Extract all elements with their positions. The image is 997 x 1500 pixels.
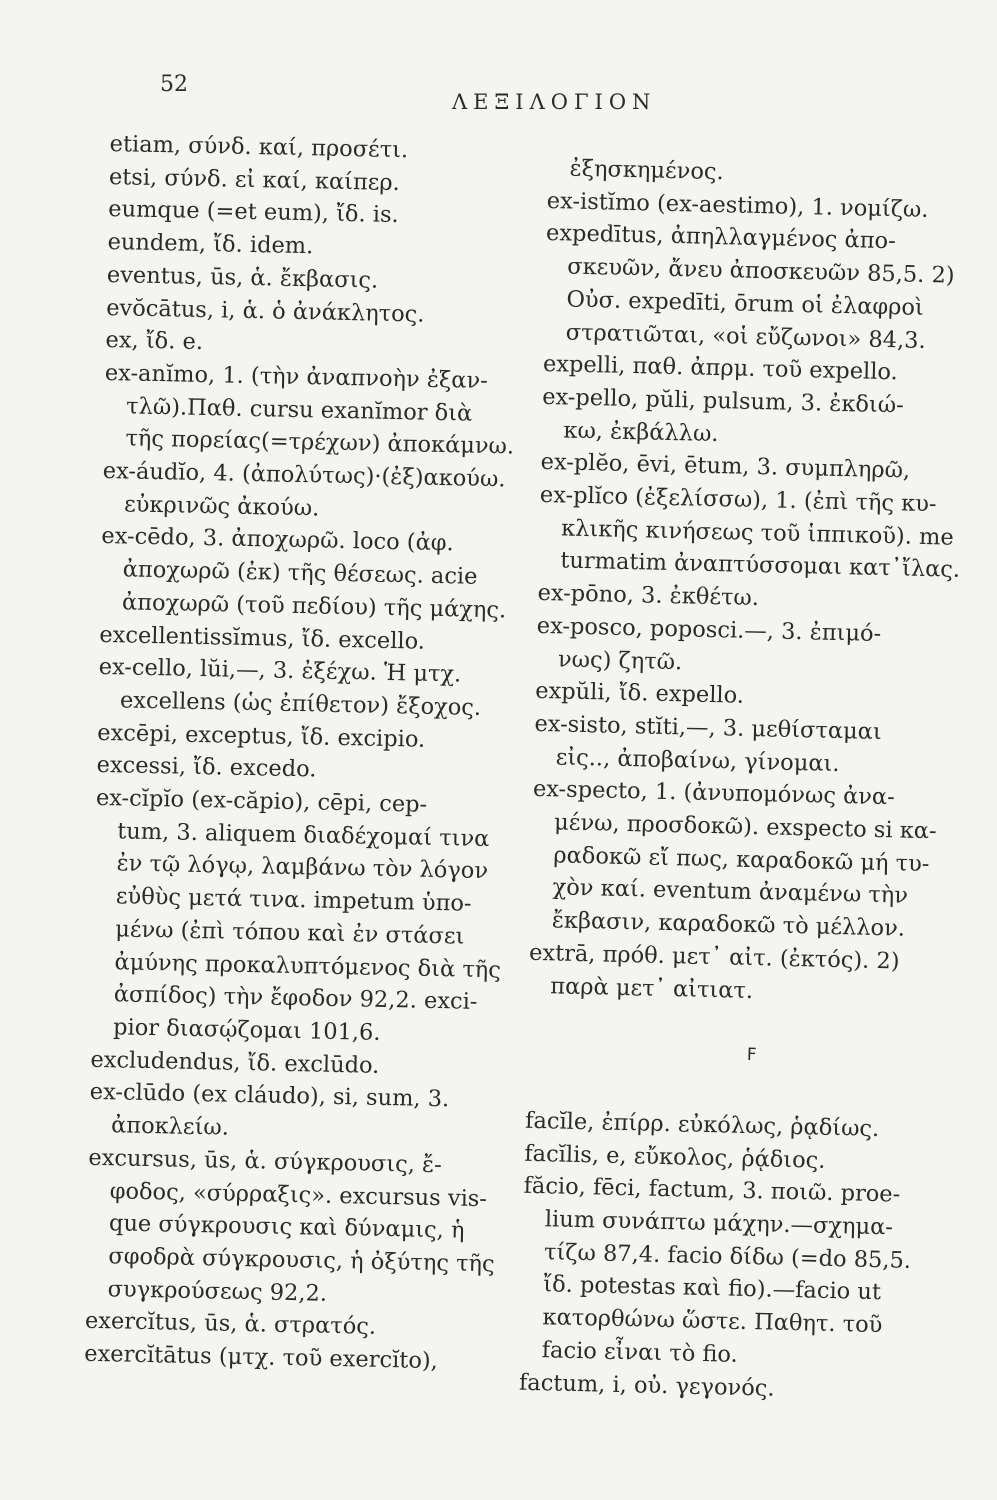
entry-line: etiam, σύνδ. καί, προσέτι. (109, 130, 409, 164)
entry-continuation-line: excellens (ὡς ἐπίθετον) ἔξοχος. (119, 687, 482, 721)
entry-line: evŏcātus, i, ἁ. ὁ ἀνάκλητος. (105, 294, 425, 328)
page-number: 52 (160, 72, 188, 97)
entry-line: eventus, ūs, ἁ. ἔκβασις. (106, 261, 379, 294)
entry-line: expedītus, ἀπηλλαγμένος ἀπο- (545, 220, 897, 255)
entry-line: facĭle, ἐπίρρ. εὐκόλως, ῥᾳδίως. (524, 1107, 880, 1143)
entry-continuation-line: σκευῶν, ἄνευ ἀποσκευῶν 85,5. 2) (566, 253, 955, 289)
entry-continuation-line: tum, 3. aliquem διαδέχομαί τινα (117, 818, 490, 852)
entry-line: exercĭtus, ūs, ἁ. στρατός. (84, 1308, 377, 1341)
entry-line: ex-cēdo, 3. ἀποχωρῶ. loco (ἀφ. (101, 523, 454, 557)
entry-continuation-line: ραδοκῶ εἴ πως, καραδοκῶ μή τυ- (553, 842, 930, 877)
entry-line: eundem, ἴδ. idem. (107, 229, 314, 260)
entry-line: ex-clūdo (ex cláudo), si, sum, 3. (89, 1079, 450, 1113)
entry-line: factum, i, οὐ. γεγονός. (518, 1369, 775, 1402)
entry-continuation-line: ἀποχωρῶ (ἐκ) τῆς θέσεως. acie (122, 556, 478, 590)
left-column (84, 128, 530, 1379)
entry-line: facĭlis, e, εὔκολος, ῥᾴδιος. (524, 1140, 826, 1174)
entry-continuation-line: χὸν καί. eventum ἀναμένω τὴν (552, 874, 909, 910)
entry-continuation-line: στρατιῶται, «οἱ εὔζωνοι» 84,3. (565, 318, 926, 354)
entry-line: ex-specto, 1. (ἀνυπομόνως ἀνα- (532, 776, 896, 811)
entry-line: expelli, παθ. ἀπρμ. τοῦ expello. (542, 351, 899, 386)
entry-line: ex-plĭco (ἐξελίσσω), 1. (ἐπὶ τῆς κυ- (539, 481, 937, 518)
entry-continuation-line: τῆς πορείας(=τρέχων) ἀποκάμνω. (125, 425, 515, 460)
entry-continuation-line: Οὐσ. expedīti, ōrum οἱ ἐλαφροὶ (566, 286, 925, 321)
entry-continuation-line: εὐθὺς μετά τινα. impetum ὑπο- (115, 883, 472, 917)
running-title: ΛΕΞΙΛΟΓΙΟΝ (452, 90, 657, 114)
entry-continuation-line: εἰς.., ἀποβαίνω, γίνομαι. (555, 744, 840, 777)
entry-continuation-line: ἀμύνης προκαλυπτόμενος διὰ τῆς (114, 948, 502, 983)
entry-continuation-line: turmatim ἀναπτύσσομαι κατ᾽ἴλας. (560, 547, 961, 584)
entry-continuation-line: facio εἶναι τὸ fio. (541, 1337, 739, 1368)
entry-line: ex-pello, pŭli, pulsum, 3. ἐκδιώ- (541, 383, 905, 419)
entry-continuation-line: σφοδρὰ σύγκρουσις, ἡ ὀξύτης τῆς (108, 1243, 495, 1278)
entry-line: ex, ἴδ. e. (105, 327, 204, 356)
entry-line: ex-istĭmo (ex-aestimo), 1. νομίζω. (546, 187, 929, 223)
entry-line: excellentissĭmus, ἴδ. excello. (99, 621, 426, 655)
entry-continuation-line: φοδος, «σύρραξις». excursus vis- (109, 1177, 488, 1212)
entry-continuation-line: μένω (ἐπὶ τόπου καὶ ἐν στάσει (114, 916, 465, 950)
entry-continuation-line: ἀποχωρῶ (τοῦ πεδίου) τῆς μάχης. (121, 589, 507, 624)
entry-continuation-line: τλῶ).Παθ. cursu exanĭmor διὰ (125, 393, 473, 427)
entry-continuation-line: ἴδ. potestas καὶ fio).—facio ut (543, 1271, 882, 1306)
entry-continuation-line: παρὰ μετ᾽ αἰτιατ. (550, 972, 754, 1004)
right-column-e-entries (528, 152, 968, 1012)
entry-line: expŭli, ἴδ. expello. (534, 678, 745, 710)
entry-line: excessi, ἴδ. excedo. (96, 752, 317, 783)
entry-line: ex-áudĭo, 4. (ἀπολύτως)·(ἐξ)ακούω. (102, 457, 506, 493)
section-letter-heading: F (746, 1044, 757, 1066)
entry-line: eumque (=et eum), ἴδ. is. (108, 196, 399, 229)
entry-line: ex-plĕo, ēvi, ētum, 3. συμπληρῶ, (540, 449, 911, 484)
entry-continuation-line: συγκρούσεως 92,2. (107, 1275, 328, 1307)
entry-continuation-line: κατορθώνω ὥστε. Παθητ. τοῦ (542, 1304, 883, 1339)
entry-continuation-line: ἀποκλείω. (110, 1112, 230, 1141)
entry-line: ex-cello, lŭi,—, 3. ἐξέχω. Ἡ μτχ. (98, 654, 462, 688)
right-column-f-entries (519, 1105, 946, 1409)
entry-line: exercĭtātus (μτχ. τοῦ exercĭto), (84, 1340, 439, 1375)
entry-line: ex-cĭpĭo (ex-căpio), cēpi, cep- (95, 784, 428, 818)
entry-line: ex-sisto, stĭti,—, 3. μεθίσταμαι (534, 710, 883, 745)
entry-line: ex-pōno, 3. ἐκθέτω. (537, 580, 760, 612)
entry-line: excursus, ūs, ἁ. σύγκρουσις, ἔ- (88, 1144, 442, 1178)
entry-line: ex-posco, poposci.—, 3. ἐπιμό- (536, 612, 882, 647)
entry-continuation-line: lium συνάπτω μάχην.—σχημα- (544, 1206, 894, 1241)
entry-continuation-line: que σύγκρουσις καὶ δύναμις, ἡ (108, 1210, 465, 1244)
entry-line: excludendus, ἴδ. exclūdo. (90, 1046, 380, 1079)
entry-continuation-line: τίζω 87,4. facio δίδω (=do 85,5. (543, 1238, 912, 1274)
entry-continuation-line: pior διασῴζομαι 101,6. (112, 1014, 381, 1046)
entry-continuation-line: ἐξησκημένος. (569, 155, 724, 186)
entry-continuation-line: νως) ζητῶ. (557, 645, 683, 675)
entry-line: excēpi, exceptus, ἴδ. excipio. (97, 719, 426, 753)
entry-continuation-line: κλικῆς κινήσεως τοῦ ἱππικοῦ). me (560, 515, 955, 551)
entry-continuation-line: εὐκρινῶς ἀκούω. (123, 491, 320, 522)
entry-continuation-line: μένω, προσδοκῶ). exspecto si κα- (553, 809, 937, 845)
entry-continuation-line: ἐν τῷ λόγῳ, λαμβάνω τὸν λόγον (116, 850, 489, 885)
entry-line: ex-anĭmo, 1. (τὴν ἀναπνοὴν ἐξαν- (104, 359, 489, 394)
entry-continuation-line: ἀσπίδος) τὴν ἔφοδον 92,2. exci- (113, 981, 478, 1016)
entry-line: făcio, fēci, factum, 3. ποιῶ. proe- (523, 1173, 901, 1208)
entry-line: extrā, πρόθ. μετ᾽ αἰτ. (ἐκτός). 2) (528, 939, 900, 975)
right-column (519, 152, 968, 1409)
entry-line: etsi, σύνδ. εἰ καί, καίπερ. (108, 163, 401, 196)
entry-continuation-line: ἔκβασιν, καραδοκῶ τὸ μέλλον. (551, 907, 906, 942)
entry-continuation-line: κω, ἐκβάλλω. (563, 417, 719, 447)
